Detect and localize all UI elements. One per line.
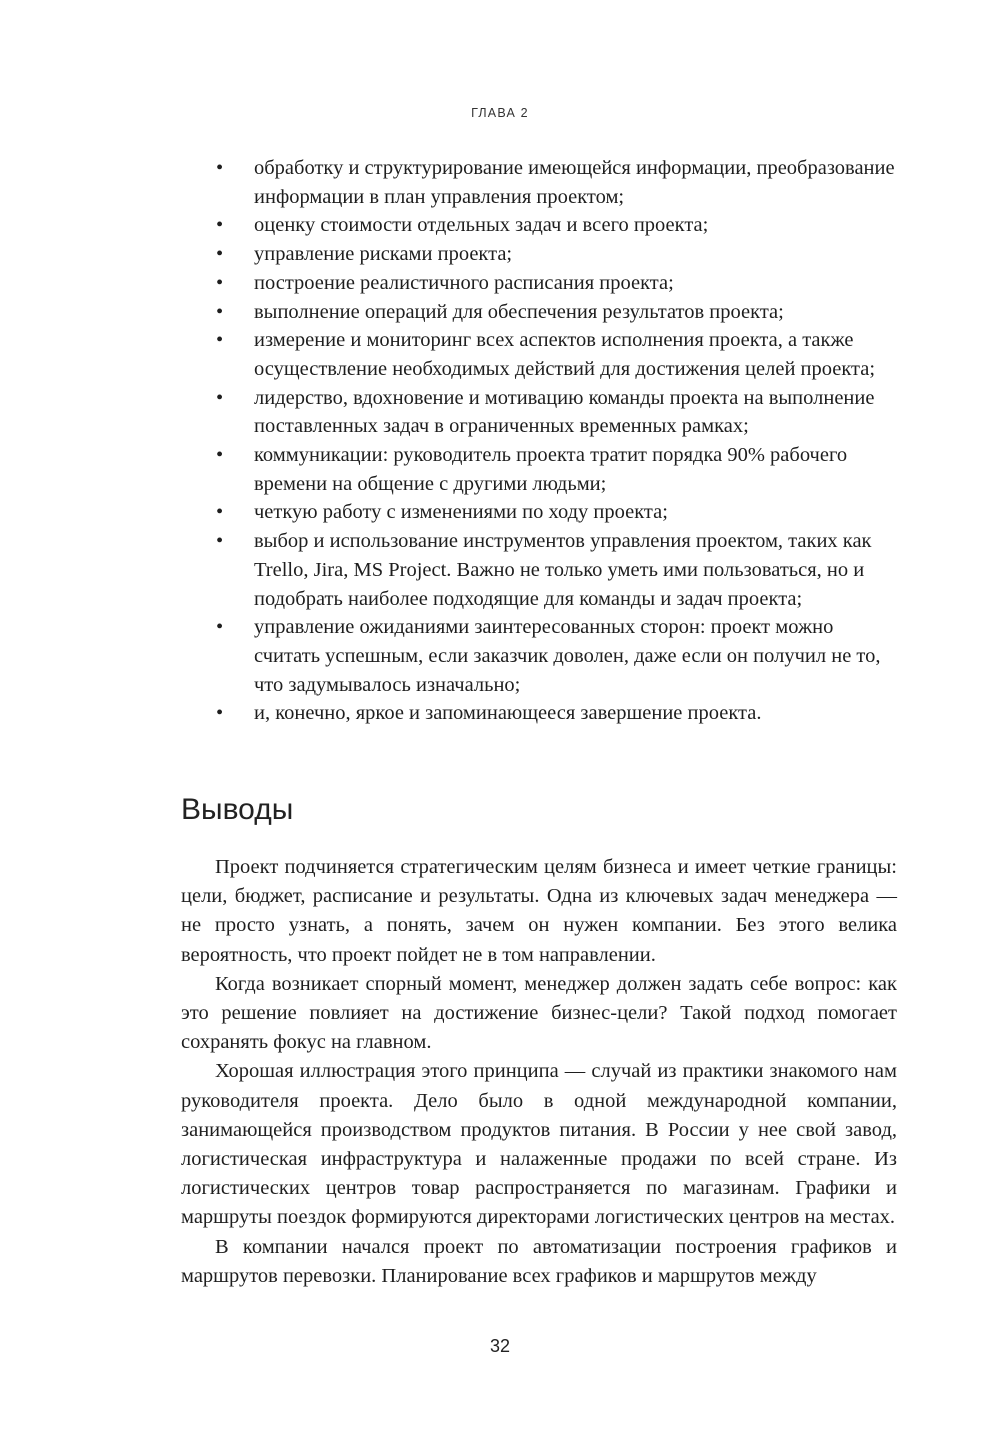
paragraph: Хорошая иллюстрация этого принципа — случай из практики знакомого нам руководителя проекта. Дело было в одной международной компании, занимающейся производством продуктов питания. В России у нее свой завод, логистическая инфраструктура и налаженные продажи по всей стране. Из логистических центров товар распространяется по магазинам. Графики и маршруты поездок формируются директорами логистических центров на местах. — [181, 1060, 897, 1229]
running-header: ГЛАВА 2 — [471, 106, 529, 120]
list-item-text: измерение и мониторинг всех аспектов исполнения проекта, а также осуществление необходимых действий для достижения целей проекта; — [254, 329, 876, 380]
list-item-text: четкую работу с изменениями по ходу проекта; — [254, 501, 668, 524]
list-item — [213, 326, 898, 383]
bullet-icon: • — [216, 157, 224, 179]
paragraph: Когда возникает спорный момент, менеджер должен задать себе вопрос: как это решение повлияет на достижение бизнес-цели? Такой подход помогает сохранять фокус на главном. — [181, 972, 897, 1054]
list-item-text: обработку и структурирование имеющейся информации, преобразование информации в план управления проектом; — [254, 157, 895, 208]
bullet-icon: • — [216, 271, 224, 294]
bullet-icon: • — [216, 616, 224, 639]
list-item — [213, 154, 898, 211]
list-item-text: и, конечно, яркое и запоминающееся завершение проекта. — [254, 702, 762, 725]
list-item-text: оценку стоимости отдельных задач и всего проекта; — [254, 214, 709, 237]
paragraph: В компании начался проект по автоматизации построения графиков и маршрутов перевозки. Планирование всех графиков и маршрутов между — [181, 1235, 897, 1287]
bullet-icon: • — [216, 300, 224, 323]
list-item-text: построение реалистичного расписания проекта; — [254, 271, 674, 294]
bullet-list — [213, 154, 898, 728]
list-item-text: коммуникации: руководитель проекта тратит порядка 90% рабочего времени на общение с другими людьми; — [254, 444, 848, 495]
list-item-text: управление рисками проекта; — [254, 243, 513, 266]
list-item — [213, 298, 898, 327]
list-item — [213, 240, 898, 269]
bullet-icon: • — [216, 386, 224, 409]
list-item — [213, 269, 898, 298]
paragraph: Проект подчиняется стратегическим целям бизнеса и имеет четкие границы: цели, бюджет, расписание и результаты. Одна из ключевых задач менеджера — не просто узнать, а понять, зачем он нужен компании. Без этого велика вероятность, что проект пойдет не в том направлении. — [181, 856, 897, 966]
section-body — [181, 853, 897, 1291]
bullet-icon: • — [216, 243, 224, 266]
list-item — [213, 384, 898, 441]
list-item — [213, 211, 898, 240]
section-heading: Выводы — [181, 793, 294, 826]
bullet-icon: • — [216, 501, 224, 524]
list-item — [213, 527, 898, 613]
list-item — [213, 613, 898, 699]
bullet-icon: • — [216, 530, 224, 553]
page-number: 32 — [489, 1336, 511, 1356]
list-item-text: выбор и использование инструментов управления проектом, таких как Trello, Jira, MS Project. Важно не только уметь ими пользоваться, но и подобрать наиболее подходящие для команды и задач проекта; — [254, 530, 872, 610]
bullet-icon: • — [216, 444, 224, 467]
list-item — [213, 699, 898, 728]
list-item-text: выполнение операций для обеспечения результатов проекта; — [254, 300, 784, 323]
list-item — [213, 498, 898, 527]
list-item — [213, 441, 898, 498]
bullet-icon: • — [216, 329, 224, 352]
bullet-icon: • — [216, 702, 224, 725]
list-item-text: управление ожиданиями заинтересованных сторон: проект можно считать успешным, если заказчик доволен, даже если он получил не то, что задумывалось изначально; — [254, 616, 881, 696]
bullet-icon: • — [216, 214, 224, 237]
list-item-text: лидерство, вдохновение и мотивацию команды проекта на выполнение поставленных задач в ограниченных временных рамках; — [254, 386, 875, 438]
